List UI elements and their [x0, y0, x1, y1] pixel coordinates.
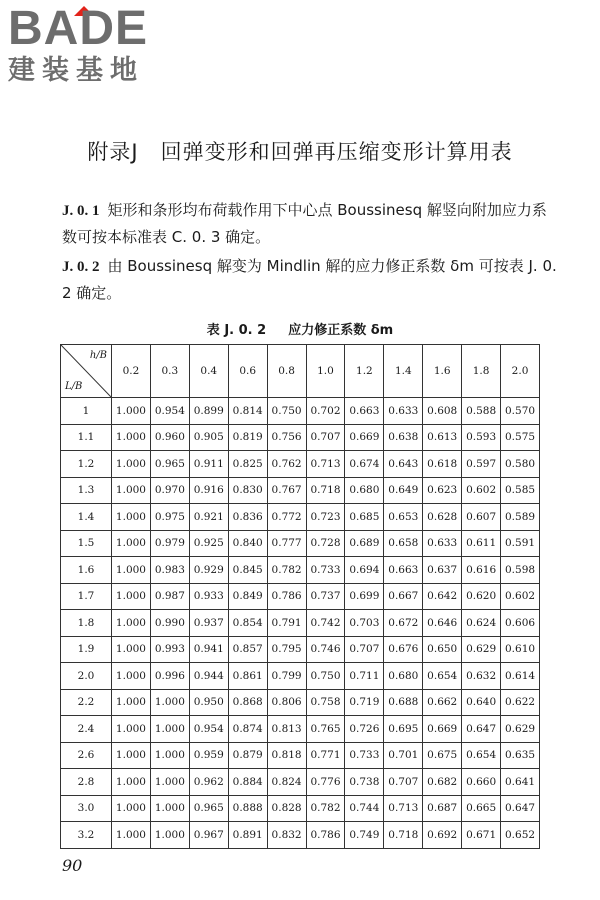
row-label: 2.0 [61, 663, 112, 690]
table-cell: 0.941 [189, 636, 228, 663]
table-row [61, 795, 540, 822]
row-label: 3.2 [61, 822, 112, 849]
column-header: 2.0 [501, 345, 540, 398]
table-cell: 0.916 [189, 477, 228, 504]
table-row [61, 504, 540, 531]
table-cell: 0.635 [501, 742, 540, 769]
table-cell: 0.669 [345, 424, 384, 451]
table-cell: 0.580 [501, 451, 540, 478]
table-cell: 1.000 [112, 583, 151, 610]
paragraph-text: 由 Boussinesq 解变为 Mindlin 解的应力修正系数 δm 可按表 J. 0. 2 确定。 [62, 257, 557, 302]
table-cell: 0.933 [189, 583, 228, 610]
row-label: 2.2 [61, 689, 112, 716]
row-label: 1.1 [61, 424, 112, 451]
table-cell: 0.622 [501, 689, 540, 716]
table-cell: 0.899 [189, 398, 228, 425]
table-cell: 0.987 [150, 583, 189, 610]
table-cell: 0.643 [384, 451, 423, 478]
table-cell: 0.849 [228, 583, 267, 610]
table-cell: 0.633 [384, 398, 423, 425]
table-cell: 0.762 [267, 451, 306, 478]
table-cell: 0.911 [189, 451, 228, 478]
logo-sub-text: 建装基地 [8, 55, 144, 86]
table-cell: 1.000 [112, 451, 151, 478]
table-cell: 0.713 [306, 451, 345, 478]
table-cell: 0.624 [462, 610, 501, 637]
table-cell: 0.663 [345, 398, 384, 425]
table-cell: 0.925 [189, 530, 228, 557]
table-cell: 0.990 [150, 610, 189, 637]
row-label: 2.4 [61, 716, 112, 743]
table-row [61, 689, 540, 716]
table-cell: 0.611 [462, 530, 501, 557]
table-cell: 0.782 [267, 557, 306, 584]
table-cell: 0.654 [462, 742, 501, 769]
table-cell: 1.000 [112, 795, 151, 822]
table-cell: 0.767 [267, 477, 306, 504]
table-cell: 0.782 [306, 795, 345, 822]
table-cell: 0.641 [501, 769, 540, 796]
table-cell: 1.000 [112, 742, 151, 769]
table-cell: 1.000 [112, 636, 151, 663]
table-cell: 0.607 [462, 504, 501, 531]
table-cell: 0.593 [462, 424, 501, 451]
table-cell: 0.672 [384, 610, 423, 637]
table-cell: 0.647 [501, 795, 540, 822]
column-header: 0.6 [228, 345, 267, 398]
column-header: 0.8 [267, 345, 306, 398]
table-cell: 0.840 [228, 530, 267, 557]
table-cell: 0.667 [384, 583, 423, 610]
table-cell: 0.776 [306, 769, 345, 796]
table-cell: 1.000 [150, 795, 189, 822]
table-cell: 0.699 [345, 583, 384, 610]
table-cell: 0.658 [384, 530, 423, 557]
table-cell: 0.632 [462, 663, 501, 690]
table-cell: 0.744 [345, 795, 384, 822]
table-row [61, 742, 540, 769]
row-label: 1.9 [61, 636, 112, 663]
table-cell: 1.000 [112, 504, 151, 531]
table-cell: 0.702 [306, 398, 345, 425]
table-row [61, 424, 540, 451]
table-cell: 0.637 [423, 557, 462, 584]
table-cell: 0.996 [150, 663, 189, 690]
table-cell: 0.929 [189, 557, 228, 584]
table-cell: 0.707 [345, 636, 384, 663]
table-cell: 1.000 [150, 689, 189, 716]
table-cell: 0.613 [423, 424, 462, 451]
table-cell: 0.749 [345, 822, 384, 849]
table-cell: 0.962 [189, 769, 228, 796]
table-cell: 0.687 [423, 795, 462, 822]
table-cell: 0.825 [228, 451, 267, 478]
table-cell: 0.944 [189, 663, 228, 690]
table-cell: 0.718 [384, 822, 423, 849]
table-cell: 0.967 [189, 822, 228, 849]
table-cell: 0.660 [462, 769, 501, 796]
table-cell: 0.726 [345, 716, 384, 743]
table-cell: 1.000 [150, 716, 189, 743]
table-cell: 1.000 [112, 689, 151, 716]
table-cell: 0.970 [150, 477, 189, 504]
table-cell: 0.602 [462, 477, 501, 504]
table-row [61, 636, 540, 663]
table-corner-cell [61, 345, 112, 398]
table-cell: 1.000 [150, 769, 189, 796]
table-cell: 0.649 [384, 477, 423, 504]
table-row [61, 451, 540, 478]
table-cell: 0.965 [150, 451, 189, 478]
table-cell: 0.652 [501, 822, 540, 849]
table-cell: 0.884 [228, 769, 267, 796]
table-cell: 0.654 [423, 663, 462, 690]
table-cell: 0.786 [306, 822, 345, 849]
logo [8, 4, 178, 86]
paragraph-text: 矩形和条形均布荷载作用下中心点 Boussinesq 解竖向附加应力系数可按本标准表 C. 0. 3 确定。 [62, 201, 547, 246]
table-cell: 0.921 [189, 504, 228, 531]
row-label: 1.3 [61, 477, 112, 504]
table-cell: 0.585 [501, 477, 540, 504]
table-cell: 1.000 [112, 822, 151, 849]
paragraph-j-0-2 [62, 253, 560, 306]
table-cell: 0.868 [228, 689, 267, 716]
table-cell: 0.830 [228, 477, 267, 504]
table-cell: 0.694 [345, 557, 384, 584]
table-cell: 0.647 [462, 716, 501, 743]
table-cell: 0.608 [423, 398, 462, 425]
table-cell: 0.629 [501, 716, 540, 743]
table-cell: 0.824 [267, 769, 306, 796]
row-label: 1 [61, 398, 112, 425]
table-cell: 1.000 [112, 424, 151, 451]
table-cell: 0.628 [423, 504, 462, 531]
row-label: 1.4 [61, 504, 112, 531]
table-cell: 0.975 [150, 504, 189, 531]
table-cell: 0.674 [345, 451, 384, 478]
table-cell: 0.750 [267, 398, 306, 425]
table-cell: 0.854 [228, 610, 267, 637]
table-cell: 0.937 [189, 610, 228, 637]
table-cell: 0.675 [423, 742, 462, 769]
row-label: 2.6 [61, 742, 112, 769]
table-cell: 0.680 [345, 477, 384, 504]
table-cell: 0.750 [306, 663, 345, 690]
paragraph-number: J. 0. 1 [62, 203, 100, 219]
table-cell: 0.650 [423, 636, 462, 663]
table-cell: 0.786 [267, 583, 306, 610]
stress-correction-table [60, 344, 540, 849]
table-cell: 0.618 [423, 451, 462, 478]
table-cell: 0.671 [462, 822, 501, 849]
table-caption-number: 表 J. 0. 2 [206, 323, 267, 338]
column-header: 1.2 [345, 345, 384, 398]
column-header: 1.4 [384, 345, 423, 398]
table-cell: 0.646 [423, 610, 462, 637]
table-cell: 0.689 [345, 530, 384, 557]
table-cell: 0.707 [306, 424, 345, 451]
table-cell: 0.874 [228, 716, 267, 743]
table-cell: 0.758 [306, 689, 345, 716]
table-cell: 0.638 [384, 424, 423, 451]
table-cell: 0.614 [501, 663, 540, 690]
table-cell: 0.965 [189, 795, 228, 822]
logo-main-text: BADE [8, 2, 149, 55]
table-cell: 0.680 [384, 663, 423, 690]
row-label: 1.6 [61, 557, 112, 584]
table-row [61, 477, 540, 504]
table-cell: 0.777 [267, 530, 306, 557]
table-cell: 0.602 [501, 583, 540, 610]
table-cell: 0.728 [306, 530, 345, 557]
table-cell: 0.737 [306, 583, 345, 610]
table-caption [0, 319, 600, 338]
table-cell: 0.701 [384, 742, 423, 769]
table-cell: 0.575 [501, 424, 540, 451]
table-cell: 0.713 [384, 795, 423, 822]
table-cell: 0.905 [189, 424, 228, 451]
table-cell: 1.000 [112, 769, 151, 796]
table-cell: 1.000 [112, 716, 151, 743]
table-cell: 0.993 [150, 636, 189, 663]
table-cell: 0.888 [228, 795, 267, 822]
table-header-row [61, 345, 540, 398]
table-cell: 0.653 [384, 504, 423, 531]
table-cell: 0.695 [384, 716, 423, 743]
column-header: 0.4 [189, 345, 228, 398]
table-cell: 0.623 [423, 477, 462, 504]
table-cell: 0.771 [306, 742, 345, 769]
table-cell: 0.861 [228, 663, 267, 690]
table-cell: 0.979 [150, 530, 189, 557]
table-cell: 0.676 [384, 636, 423, 663]
row-label: 1.5 [61, 530, 112, 557]
table-cell: 0.756 [267, 424, 306, 451]
paragraph-number: J. 0. 2 [62, 259, 100, 275]
table-cell: 0.795 [267, 636, 306, 663]
table-cell: 1.000 [112, 557, 151, 584]
row-label: 3.0 [61, 795, 112, 822]
table-cell: 0.669 [423, 716, 462, 743]
table-cell: 0.606 [501, 610, 540, 637]
table-cell: 0.960 [150, 424, 189, 451]
table-cell: 1.000 [112, 663, 151, 690]
table-cell: 0.806 [267, 689, 306, 716]
table-cell: 0.642 [423, 583, 462, 610]
table-cell: 0.707 [384, 769, 423, 796]
table-row [61, 822, 540, 849]
table-cell: 0.845 [228, 557, 267, 584]
table-cell: 0.857 [228, 636, 267, 663]
table-cell: 0.616 [462, 557, 501, 584]
table-cell: 0.588 [462, 398, 501, 425]
table-row [61, 530, 540, 557]
table-cell: 0.711 [345, 663, 384, 690]
table-cell: 0.814 [228, 398, 267, 425]
table-cell: 0.772 [267, 504, 306, 531]
table-cell: 0.733 [345, 742, 384, 769]
table-cell: 0.598 [501, 557, 540, 584]
table-cell: 0.570 [501, 398, 540, 425]
table-cell: 1.000 [112, 477, 151, 504]
table-cell: 0.819 [228, 424, 267, 451]
table-cell: 0.610 [501, 636, 540, 663]
table-cell: 0.662 [423, 689, 462, 716]
table-row [61, 398, 540, 425]
table-cell: 0.791 [267, 610, 306, 637]
table-cell: 0.765 [306, 716, 345, 743]
table-cell: 0.950 [189, 689, 228, 716]
table-cell: 0.828 [267, 795, 306, 822]
table-cell: 0.665 [462, 795, 501, 822]
table-cell: 0.891 [228, 822, 267, 849]
table-cell: 0.719 [345, 689, 384, 716]
table-cell: 0.629 [462, 636, 501, 663]
table-cell: 0.954 [150, 398, 189, 425]
table-cell: 1.000 [150, 822, 189, 849]
table-row [61, 769, 540, 796]
table-row [61, 610, 540, 637]
column-header: 0.2 [112, 345, 151, 398]
page-title: 附录J 回弹变形和回弹再压缩变形计算用表 [87, 140, 513, 164]
table-cell: 1.000 [112, 530, 151, 557]
table-cell: 0.733 [306, 557, 345, 584]
table-cell: 0.954 [189, 716, 228, 743]
column-header: 1.8 [462, 345, 501, 398]
table-cell: 0.959 [189, 742, 228, 769]
table-cell: 0.832 [267, 822, 306, 849]
table-cell: 0.813 [267, 716, 306, 743]
table-cell: 0.718 [306, 477, 345, 504]
row-label: 1.8 [61, 610, 112, 637]
table-row [61, 716, 540, 743]
row-label: 2.8 [61, 769, 112, 796]
row-label: 1.7 [61, 583, 112, 610]
table-body [61, 398, 540, 849]
table-cell: 1.000 [112, 398, 151, 425]
table-cell: 0.818 [267, 742, 306, 769]
table-cell: 0.836 [228, 504, 267, 531]
table-cell: 0.723 [306, 504, 345, 531]
column-header: 1.6 [423, 345, 462, 398]
table-row [61, 557, 540, 584]
column-header: 0.3 [150, 345, 189, 398]
table-row [61, 583, 540, 610]
table-cell: 1.000 [150, 742, 189, 769]
table-cell: 0.685 [345, 504, 384, 531]
table-cell: 0.633 [423, 530, 462, 557]
table-cell: 0.703 [345, 610, 384, 637]
table-cell: 0.640 [462, 689, 501, 716]
table-cell: 0.742 [306, 610, 345, 637]
table-cell: 0.738 [345, 769, 384, 796]
table-cell: 0.746 [306, 636, 345, 663]
table-cell: 1.000 [112, 610, 151, 637]
paragraph-j-0-1 [62, 197, 560, 250]
table-cell: 0.799 [267, 663, 306, 690]
table-cell: 0.688 [384, 689, 423, 716]
table-cell: 0.692 [423, 822, 462, 849]
page-number: 90 [62, 856, 83, 875]
corner-label-hb: h/B [89, 350, 107, 361]
table-cell: 0.620 [462, 583, 501, 610]
table-cell: 0.682 [423, 769, 462, 796]
table-cell: 0.983 [150, 557, 189, 584]
corner-label-lb: L/B [65, 381, 83, 392]
row-label: 1.2 [61, 451, 112, 478]
table-cell: 0.597 [462, 451, 501, 478]
table-cell: 0.589 [501, 504, 540, 531]
table-cell: 0.663 [384, 557, 423, 584]
table-cell: 0.879 [228, 742, 267, 769]
table-row [61, 663, 540, 690]
column-header: 1.0 [306, 345, 345, 398]
table-caption-title: 应力修正系数 δm [288, 323, 394, 338]
table-cell: 0.591 [501, 530, 540, 557]
